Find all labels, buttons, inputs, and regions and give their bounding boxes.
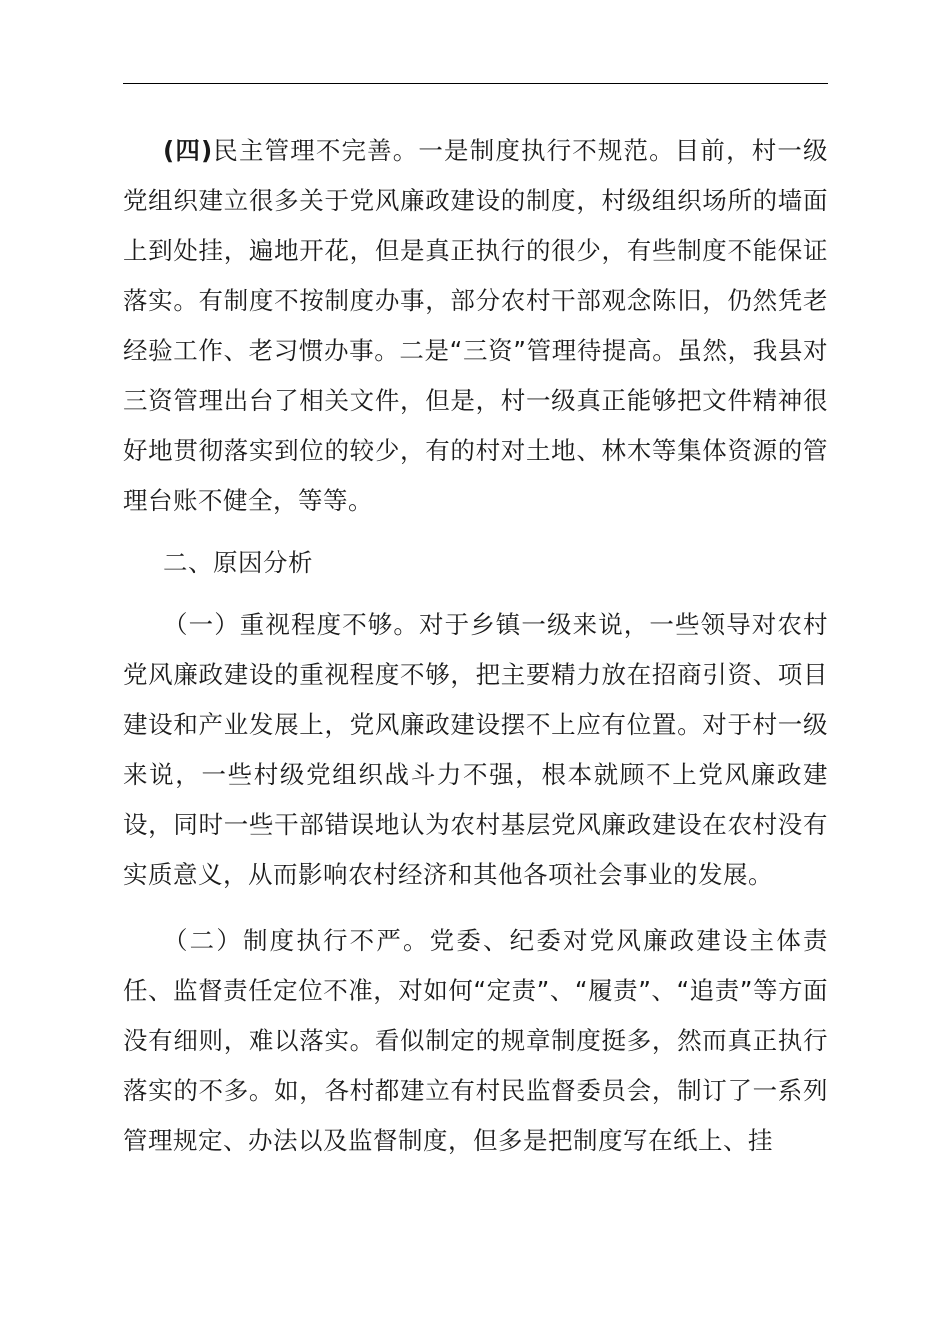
paragraph-insufficient-attention: （一）重视程度不够。对于乡镇一级来说，一些领导对农村党风廉政建设的重视程度不够，把主要精力放在招商引资、项目建设和产业发展上，党风廉政建设摆不上应有位置。对于村一级来说，一些村级党组织战斗力不强，根本就顾不上党风廉政建设，同时一些干部错误地认为农村基层党风廉政建设在农村没有实质意义，从而影响农村经济和其他各项社会事业的发展。 xyxy=(123,610,828,889)
document-body xyxy=(123,126,828,1166)
paragraph-text: 民主管理不完善。一是制度执行不规范。目前，村一级党组织建立很多关于党风廉政建设的制度，村级组织场所的墙面上到处挂，遍地开花，但是真正执行的很少，有些制度不能保证落实。有制度不按制度办事，部分农村干部观念陈旧，仍然凭老经验工作、老习惯办事。二是“三资”管理待提高。虽然，我县对三资管理出台了相关文件，但是，村一级真正能够把文件精神很好地贯彻落实到位的较少，有的村对土地、林木等集体资源的管理台账不健全，等等。 xyxy=(123,136,828,515)
paragraph-lax-enforcement: （二）制度执行不严。党委、纪委对党风廉政建设主体责任、监督责任定位不准，对如何“定责”、“履责”、“追责”等方面没有细则，难以落实。看似制定的规章制度挺多，然而真正执行落实的不多。如，各村都建立有村民监督委员会，制订了一系列管理规定、办法以及监督制度，但多是把制度写在纸上、挂 xyxy=(123,926,828,1155)
header-rule xyxy=(123,83,828,84)
paragraph-democratic-management xyxy=(123,126,828,526)
section-heading-cause-analysis: 二、原因分析 xyxy=(163,548,313,577)
paragraph-lead-number: (四) xyxy=(163,136,213,165)
